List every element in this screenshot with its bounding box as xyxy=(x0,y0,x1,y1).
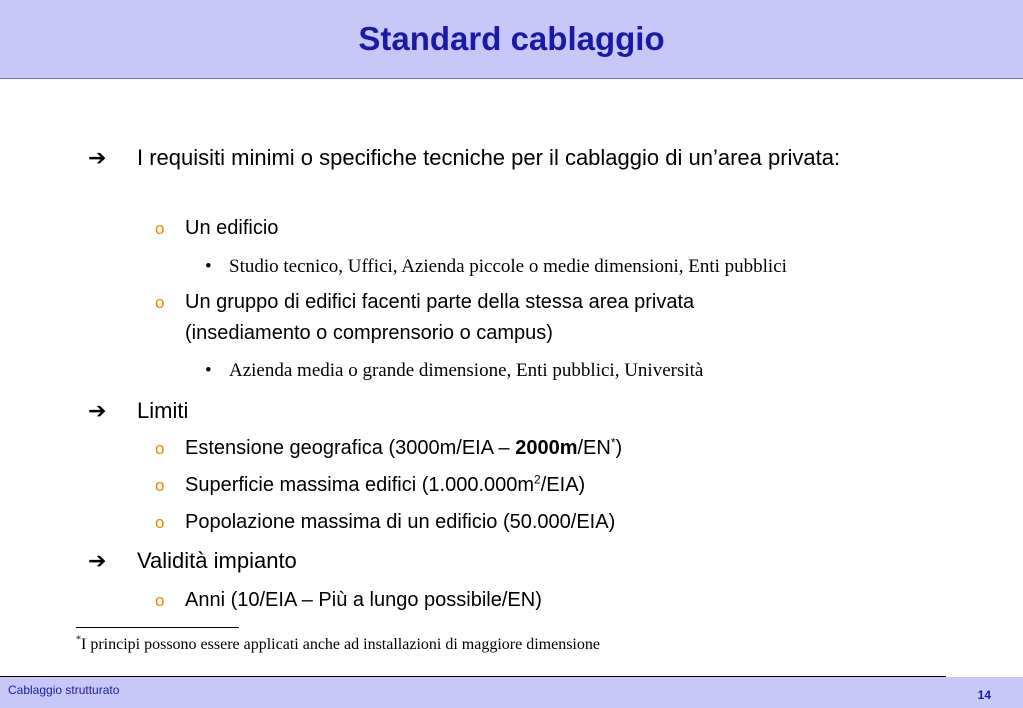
geographic-extension-item xyxy=(185,433,885,464)
geographic-extension-bold: 2000m xyxy=(515,437,578,459)
footnote-text: I principi possono essere applicati anche ad installazioni di maggiore dimensione xyxy=(81,636,600,653)
circle-bullet-icon: o xyxy=(155,476,165,495)
single-building-item: Un edificio xyxy=(185,217,279,239)
footnote-separator xyxy=(76,627,239,628)
slide-footer xyxy=(0,677,1023,708)
arrow-bullet-icon: ➔ xyxy=(88,145,107,170)
footer-course-title: Cablaggio strutturato xyxy=(8,683,120,697)
max-surface-close: /EIA) xyxy=(540,474,586,496)
building-group-item: Un gruppo di edifici facenti parte della stessa area privata (insediamento o comprensorio o campus) xyxy=(185,291,695,344)
circle-bullet-icon: o xyxy=(155,439,165,458)
circle-bullet-icon: o xyxy=(155,591,165,610)
slide-title: Standard cablaggio xyxy=(358,20,665,57)
geographic-extension-text: Estensione geografica (3000m/EIA – xyxy=(185,437,516,459)
requirements-intro: I requisiti minimi o specifiche tecniche per il cablaggio di un’area privata: xyxy=(137,145,841,170)
page-number: 14 xyxy=(977,688,991,702)
dot-bullet-icon: • xyxy=(205,360,212,381)
limits-heading: Limiti xyxy=(137,398,189,423)
building-group-examples: Azienda media o grande dimensione, Enti pubblici, Università xyxy=(229,360,704,381)
geographic-extension-close: ) xyxy=(615,437,623,459)
footnote-reference: * xyxy=(610,435,616,450)
validity-heading: Validità impianto xyxy=(137,548,297,573)
arrow-bullet-icon: ➔ xyxy=(88,548,107,573)
years-item: Anni (10/EIA – Più a lungo possibile/EN) xyxy=(185,589,542,611)
circle-bullet-icon: o xyxy=(155,293,165,312)
square-exponent: 2 xyxy=(534,472,541,487)
circle-bullet-icon: o xyxy=(155,219,165,238)
circle-bullet-icon: o xyxy=(155,513,165,532)
footnote-mark: * xyxy=(76,634,81,646)
max-surface-text: Superficie massima edifici (1.000.000m xyxy=(185,474,535,496)
max-surface-item xyxy=(185,470,885,501)
single-building-examples: Studio tecnico, Uffici, Azienda piccole o medie dimensioni, Enti pubblici xyxy=(229,256,787,277)
max-population-item: Popolazione massima di un edificio (50.000/EIA) xyxy=(185,511,616,533)
footnote xyxy=(76,636,600,654)
geographic-extension-en: /EN xyxy=(577,437,611,459)
dot-bullet-icon: • xyxy=(205,256,212,277)
arrow-bullet-icon: ➔ xyxy=(88,398,107,423)
